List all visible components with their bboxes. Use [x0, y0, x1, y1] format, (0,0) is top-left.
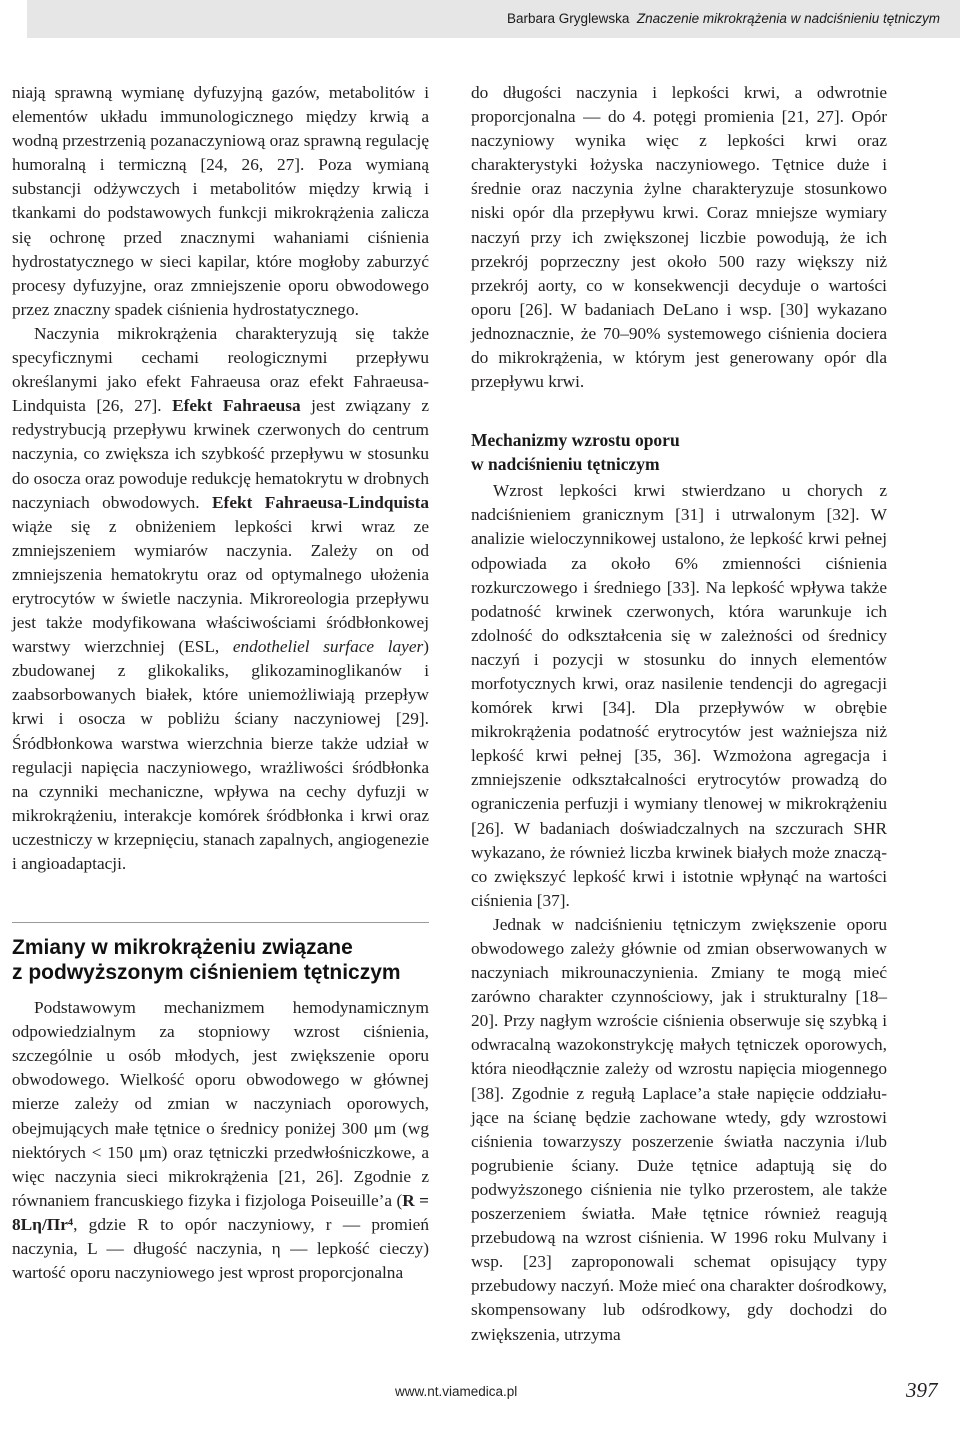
- paragraph: [12, 996, 429, 1285]
- text-run: wiąże się z obniżeniem lepkości krwi wraz ze zmniejszeniem wymiarów naczynia. Zależy on od zmniejszenia hematokrytu oraz od optymalnego ułożenia erytrocytów w świetle naczynia. Mikroreologia przepływu jest także modyfikowana właściwościami śródbłonkowej warstwy wierzchniej (ESL,: [12, 516, 429, 657]
- text-run: , gdzie R to opór naczyniowy, r — promień naczynia, L — długość naczynia, η — lepkość cieczy) wartość oporu naczyniowego jest wprost proporcjonalna: [12, 1214, 429, 1283]
- left-column: [12, 81, 429, 1285]
- running-head-author: Barbara Gryglewska: [507, 11, 630, 26]
- section-heading-line: z podwyższonym ciśnieniem tętniczym: [12, 961, 401, 985]
- subsection-heading: [471, 428, 887, 476]
- paragraph: niają sprawną wymianę dyfuzyjną gazów, metabolitów i elementów układu immunologicznego między krwią a wodną przestrzenią pozanaczyniową oraz sprawną regulację humoralną i termiczną [24, 26, 27]. Poza wymianą substancji odżywczych i metabolitów między krwią i tkankami do podstawowych funkcji mikrokrążenia zalicza się ochronę przed znacznymi wahaniami ciśnienia hydrostatycznego w sieci kapilar, które mogłoby zaburzyć procesy dyfuzyjne, oraz zmniejszenie oporu obwodowego przez znaczny spadek ciśnienia hydrostatycznego.: [12, 83, 429, 319]
- paragraph: Jednak w nadciśnieniu tętniczym zwiększenie oporu obwodowego zależy głównie od zmian obserwowanych w naczyniach mikrounaczynienia. Zmiany te mogą mieć zarówno charakter czynnościowy, jak i strukturalny [18–20]. Przy nagłym wzroście ciśnienia obserwuje się szybką i odwracalną wazokonstrykcję małych tętniczek oporowych, która nieodłącznie zależy od wzrostu napięcia miogennego [38]. Zgodnie z regułą Laplace’a stałe napięcie oddziałujące na ścianę będzie zachowane wtedy, gdy wzrostowi ciśnienia towarzyszy poszerzenie światła naczynia i/lub pogrubienie ściany. Duże tętnice adaptują się do podwyższonego ciśnienia nie tylko przerostem, ale także poszerzeniem światła. Małe tętnice również reagują przebudową na wzrost ciśnienia. W 1996 roku Mulvany i wsp. [23] zaproponowali schemat opisujący typy przebudowy naczyń. Może mieć ona charakter dośrodkowy, skompensowany lub odśrodkowy, gdy dochodzi do zwiększenia, utrzyma: [471, 914, 887, 1344]
- subsection-heading-line: w nadciśnieniu tętniczym: [471, 454, 660, 475]
- paragraph: Wzrost lepkości krwi stwierdzano u chorych z nadciśnieniem granicznym [31] i utrwalonym [32]. W analizie wieloczynnikowej ustalono, że lepkość krwi pełnej odpowiada za około 6% zmienności ciśnienia rozkurczowego i średniego [33]. Na lepkość wpływa także podatność krwinek czerwonych, która warunkuje ich zdolność do odkształcenia się w zależności od średnicy naczyń i pozycji w stosunku do innych elementów morfotycznych krwi, oraz nasilenie tendencji do agregacji komórek krwi [34]. Dla przepływów w obrębie mikrokrążenia podatność erytrocytów jest ważniejsza niż lepkość krwi pełnej [35, 36]. Wzmożona agregacja i zmniejszenie odkształcalności erytrocytów prowadzą do ograniczenia perfuzji i wymiany tlenowej w mikrokrążeniu [26]. W badaniach doświadczalnych na szczurach SHR wykazano, że również liczba krwinek białych może znacząco zwiększyć lepkość krwi i istotnie wpłynąć na wartości ciśnienia [37].: [471, 481, 887, 910]
- text-run: ) zbudowanej z glikokaliks, glikozaminoglikanów i zaabsorbowanych białek, które uniemożliwiają przepływ krwi i osocza w pobliżu ściany naczyniowej [29]. Śródbłonkowa warstwa wierzchnia bierze także udział w regulacji napięcia naczyniowego, wrażliwości śródbłonka na czynniki mechaniczne, wpływa na cechy dyfuzji w mikrokrążeniu, interakcje komórek śródbłonka i krwi oraz uczestniczy w krzepnięciu, stanach zapalnych, angiogenezie i angioadaptacji.: [12, 637, 429, 873]
- section-divider: [12, 922, 429, 923]
- section-heading-line: Zmiany w mikrokrążeniu związane: [12, 936, 353, 960]
- poiseuille-formula: R = 8Lη/Πr⁴: [12, 1190, 429, 1234]
- subsection-heading-line: Mechanizmy wzrostu oporu: [471, 430, 680, 451]
- right-column: [471, 81, 887, 1347]
- paragraph: do długości naczynia i lepkości krwi, a odwrotnie proporcjonalna — do 4. potęgi promienia [21, 27]. Opór naczyniowy wynika więc z lepkości krwi oraz charakterystyki łożyska naczyniowego. Tętnice duże i średnie oraz naczynia żylne charakteryzuje stosunkowo niski opór dla przepływu krwi. Coraz mniejsze wymiary naczyń przy ich zwiększonej liczbie powodują, że ich przekrój poprzeczny jest około 500 razy większy niż przekrój aorty, co w konsekwencji decyduje o wartości oporu [26]. W badaniach DeLano i wsp. [30] wykazano jednoznacznie, że 70–90% systemowego ciśnienia dociera do mikrokrążenia, w którym jest generowany opór dla przepływu krwi.: [471, 83, 887, 392]
- running-head: [27, 0, 960, 38]
- footer-url: www.nt.viamedica.pl: [395, 1384, 518, 1399]
- text-run: Podstawowym mechanizmem hemodynamicznym odpowiedzialnym za stopniowy wzrost ciśnienia, szczególnie u osób młodych, jest zwiększenie oporu obwodowego. Wielkość oporu obwodowego w głównej mierze zależy od zmian w naczyniach oporowych, obejmujących małe tętnice o średnicy poniżej 300 μm (wg niektórych < 150 μm) oraz tętniczki przedwłośniczkowe, a więc naczynia sieci mikrokrążenia [21, 26]. Zgodnie z równaniem francuskiego fizyka i fizjologa Poiseuille’a (: [12, 998, 429, 1210]
- text-run: jest związany z redystrybucją przepływu krwinek czerwonych do centrum naczynia, co zwiększa ich szybkość przepływu w stosunku do osocza oraz powoduje redukcję hematokrytu w drobnych naczyniach obwodowych.: [12, 396, 430, 512]
- page-number: 397: [906, 1378, 938, 1402]
- term-fahraeus-lindquist-effect: Efekt Fahraeusa-Lindquista: [212, 492, 429, 512]
- term-esl: endotheliel surface layer: [232, 637, 424, 657]
- term-fahraeus-effect: Efekt Fahraeusa: [172, 396, 301, 416]
- paragraph: [12, 322, 429, 876]
- section-heading: [12, 935, 429, 985]
- text-run: Naczynia mikrokrążenia charakteryzują się także specyficznymi cechami reologicznymi przepływu określanymi jako efekt Fahraeusa oraz efekt Fahraeusa-Lindquista [26, 27].: [12, 323, 429, 416]
- running-head-title: Znaczenie mikrokrążenia w nadciśnieniu tętniczym: [636, 11, 940, 26]
